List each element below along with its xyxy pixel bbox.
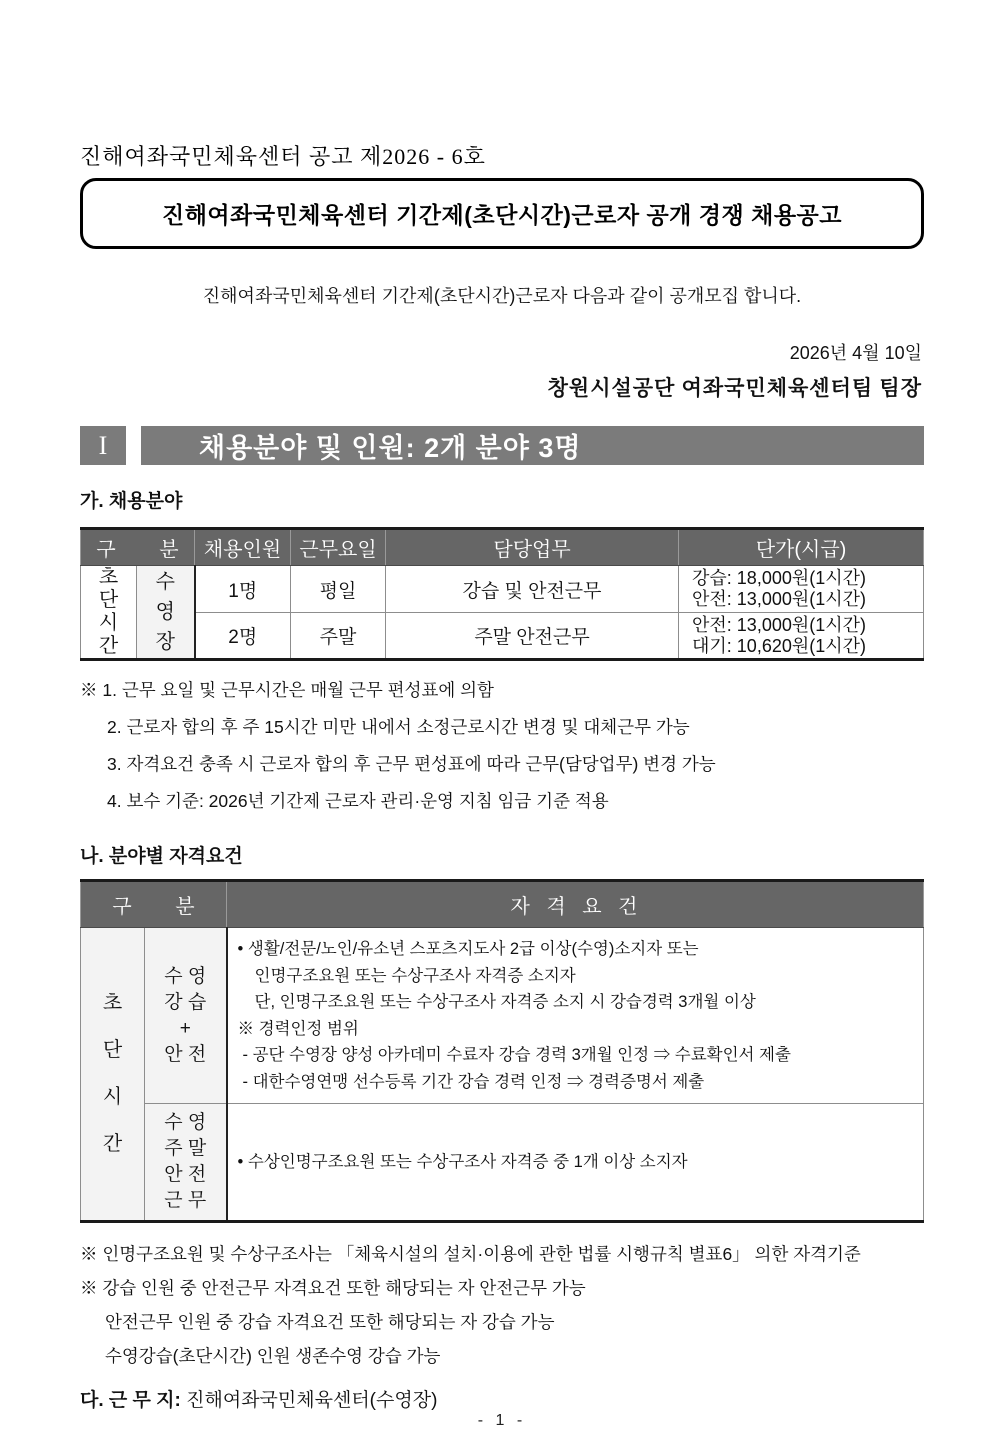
note-line: ※ 인명구조요원 및 수상구조사는 「체육시설의 설치·이용에 관한 법률 시행규칙 별표6」 의한 자격기준: [80, 1244, 861, 1264]
qualification-table: [80, 879, 924, 1223]
sub-heading-qualification: 나. 분야별 자격요건: [80, 846, 243, 867]
qual-line: ※ 경력인정 범위: [237, 1019, 359, 1038]
pay-line: 대기: 10,620원(1시간): [692, 635, 867, 656]
col-header-group: 구 분: [81, 529, 195, 566]
cell-pay: [679, 566, 924, 613]
page-title: 진해여좌국민체육센터 기간제(초단시간)근로자 공개 경쟁 채용공고: [162, 202, 842, 228]
intro-text: 진해여좌국민체육센터 기간제(초단시간)근로자 다음과 같이 공개모집 합니다.: [202, 286, 802, 306]
signer: 창원시설공단 여좌국민체육센터팀 팀장: [547, 376, 922, 400]
cell-days: 주말: [291, 613, 386, 660]
qualification-table-header-row: [81, 881, 924, 928]
section-1-title: 채용분야 및 인원: 2개 분야 3명: [141, 426, 924, 465]
recruit-table-header-row: [81, 529, 924, 566]
doc-number: 진해여좌국민체육센터 공고 제2026 - 6호: [80, 144, 486, 169]
cell-count: 1명: [195, 566, 291, 613]
workplace-line: [80, 1385, 924, 1412]
group-label-vertical: 초 단 시 간: [81, 566, 137, 660]
note-line: 3. 자격요건 충족 시 근로자 합의 후 근무 편성표에 따라 근무(담당업무) 변경 가능: [107, 754, 716, 774]
row-label: 수 영 주 말 안 전 근 무: [145, 1104, 227, 1222]
qual-line: - 공단 수영장 양성 아카데미 수료자 강습 경력 3개월 인정 ⇒ 수료확인서 제출: [242, 1046, 791, 1064]
col-header-count: 채용인원: [195, 529, 291, 566]
col-header-group: 구 분: [81, 881, 227, 928]
table-row: [81, 928, 924, 1104]
pay-line: 안전: 13,000원(1시간): [692, 589, 867, 609]
note-line: ※ 1. 근무 요일 및 근무시간은 매월 근무 편성표에 의함: [80, 680, 494, 700]
table-row: [81, 1104, 924, 1222]
cell-duty: 주말 안전근무: [386, 613, 679, 660]
qualification-content: [227, 1104, 924, 1222]
section-1-header: [80, 426, 924, 465]
qual-line: 단, 인명구조요원 또는 수상구조사 자격증 소지 시 강습경력 3개월 이상: [254, 993, 756, 1011]
qual-line: 인명구조요원 또는 수상구조사 자격증 소지자: [254, 966, 576, 985]
note-line: 안전근무 인원 중 강습 자격요건 또한 해당되는 자 강습 가능: [105, 1312, 555, 1332]
qual-line: - 대한수영연맹 선수등록 기간 강습 경력 인정 ⇒ 경력증명서 제출: [242, 1072, 705, 1091]
col-header-pay: 단가(시급): [679, 529, 924, 566]
cell-count: 2명: [195, 613, 291, 660]
qualification-notes: [80, 1237, 924, 1373]
qual-line: • 수상인명구조요원 또는 수상구조사 자격증 중 1개 이상 소지자: [237, 1152, 688, 1171]
col-header-days: 근무요일: [291, 529, 386, 566]
cell-pay: [679, 613, 924, 660]
workplace-value: 진해여좌국민체육센터(수영장): [186, 1390, 438, 1411]
table-row: [81, 566, 924, 613]
sub-heading-recruit: 가. 채용분야: [80, 491, 183, 512]
note-line: ※ 강습 인원 중 안전근무 자격요건 또한 해당되는 자 안전근무 가능: [80, 1278, 586, 1298]
workplace-label: 다. 근 무 지:: [80, 1390, 181, 1411]
qual-line: • 생활/전문/노인/유소년 스포츠지도사 2급 이상(수영)소지자 또는: [237, 940, 699, 958]
recruit-notes: [80, 672, 924, 820]
note-line: 4. 보수 기준: 2026년 기간제 근로자 관리·운영 지침 임금 기준 적용: [107, 791, 609, 811]
group-label-vertical: 초 단 시 간: [81, 928, 145, 1222]
col-header-duty: 담당업무: [386, 529, 679, 566]
page-number: - 1 -: [477, 1412, 527, 1429]
category-label-vertical: 수 영 장: [137, 566, 195, 660]
table-row: [81, 613, 924, 660]
row-label: 수 영 강 습 + 안 전: [145, 928, 227, 1104]
recruit-table: [80, 527, 924, 661]
title-box: [80, 178, 924, 249]
note-line: 2. 근로자 합의 후 주 15시간 미만 내에서 소정근로시간 변경 및 대체근무 가능: [107, 717, 690, 737]
pay-line: 강습: 18,000원(1시간): [692, 568, 867, 588]
section-1-numeral: I: [80, 426, 126, 465]
cell-days: 평일: [291, 566, 386, 613]
pay-line: 안전: 13,000원(1시간): [692, 614, 867, 635]
cell-duty: 강습 및 안전근무: [386, 566, 679, 613]
note-line: 수영강습(초단시간) 인원 생존수영 강습 가능: [105, 1346, 441, 1366]
announcement-date: 2026년 4월 10일: [789, 343, 922, 363]
col-header-qualification: 자 격 요 건: [227, 881, 924, 928]
qualification-content: [227, 928, 924, 1104]
